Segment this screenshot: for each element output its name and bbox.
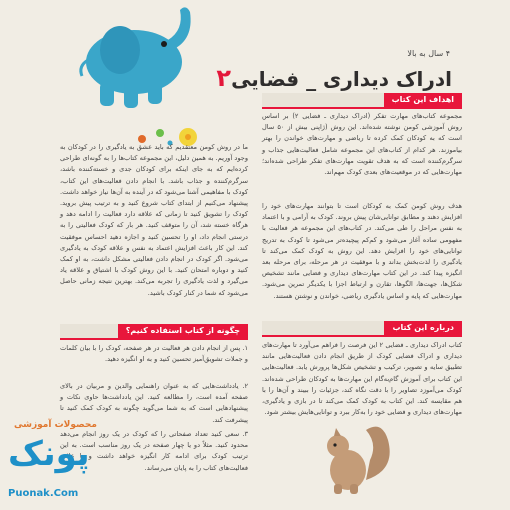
howto-section-header: [60, 324, 248, 340]
howto-section-title: چگونه از کتاب استفاده کنیم؟: [118, 324, 248, 338]
watermark-brand: پونک: [8, 434, 90, 474]
goals-section-header: [262, 93, 462, 109]
about-paragraph: کتاب ادراک دیداری ـ فضایی ۲ این فرصت را فراهم می‌آورد تا مهارت‌های دیداری و ادراک فضایی کودک از طریق انجام دادن فعالیت‌هایی مانند تطبیق سایه و تصویر، ترکیب و تشخیص شکل‌ها پرورش یابد. فعالیت‌هایی این کتاب برای آموزش گام‌به‌گام این مهارت‌ها به کودکان طراحی شده‌اند. کودک می‌آموزد تصاویر را با دقت نگاه کند، جزئیات را ببیند و آن‌ها را با هم مقایسه کند. این کتاب به کودک کمک می‌کند تا در بازی و یادگیری، مهارت‌های دیداری و فضایی خود را به‌کار ببرد و توانایی‌هایش بیشتر شود.: [262, 341, 462, 417]
title-text: ادراک دیداری _ فضایی: [231, 67, 452, 91]
squirrel-illustration: [308, 410, 398, 500]
page-title: [216, 64, 452, 92]
title-number: ۲: [216, 64, 232, 92]
about-section-header: [262, 321, 462, 337]
howto-step-1: ۱. پس از انجام دادن هر فعالیت در هر صفحه، کودک را با بیان کلمات و جملات تشویق‌آمیز تحسین کنید و به او انگیزه دهید.: [60, 344, 248, 364]
howto-step-3: ۳. سعی کنید تعداد صفحاتی را که کودک در یک روز انجام می‌دهد محدود کنید. مثلاً دو یا چهار صفحه در یک روز مناسب است. به این ترتیب کودک برای ادامه کار انگیزه خواهد داشت و با علاقه فعالیت‌های کتاب را به پایان می‌رساند.: [60, 430, 248, 472]
goals-section-title: اهداف این کتاب: [384, 93, 462, 107]
parents-paragraph: ما در روش کومن معتقدیم که باید عشق به یادگیری را در کودکان به وجود آوریم. به همین دلیل، این مجموعه کتاب‌ها را به گونه‌ای طراحی کرده‌ایم که به جای اینکه برای کودکان جدی و خسته‌کننده باشد، سرگرم‌کننده و جذاب باشد. با انجام دادن فعالیت‌های این کتاب، کودک با مفاهیمی آشنا می‌شود که در آینده به آن‌ها نیاز خواهد داشت. پیشنهاد می‌کنیم از ابتدای کتاب شروع کنید و به ترتیب پیش بروید. کودک را تشویق کنید تا زمانی که علاقه دارد فعالیت را ادامه دهد و هرگاه خسته شد، آن را متوقف کنید. هر بار که کودک فعالیتی را به درستی انجام داد، او را تحسین کنید و اجازه دهید احساس موفقیت کند. این کار باعث افزایش اعتماد به نفس و علاقه کودک به یادگیری می‌شود. اگر کودک در انجام دادن فعالیتی مشکل داشت، به او کمک کنید و دوباره امتحان کنید. با این روش کودک با اشتیاق و علاقه یاد می‌گیرد و لذت یادگیری را تجربه می‌کند. بهترین نتیجه زمانی حاصل می‌شود که شما در کنار کودک باشید.: [60, 143, 248, 297]
age-label: ۴ سال به بالا: [407, 49, 450, 58]
elephant-illustration: [72, 0, 202, 115]
watermark-top-text: محصولات آموزشی: [14, 420, 97, 430]
about-section-title: درباره این کتاب: [384, 321, 462, 335]
watermark-logo: [4, 420, 97, 505]
goals-paragraph-1: مجموعه کتاب‌های مهارت تفکر (ادراک دیداری ـ فضایی ۲) بر اساس روش آموزشی کومن نوشته شده‌اند. این روش (ژاپنی بیش از ۵۰ سال است که به کودکان کمک کرده تا ریاضی و مهارت‌های خواندن را بهتر بیاموزند. هر کدام از کتاب‌های این مجموعه شامل فعالیت‌هایی جذاب و سرگرم‌کننده است که به هدف تقویت مهارت‌های تفکر طراحی شده‌اند؛ مهارت‌هایی که در موقعیت‌های بعدی کودک مهم‌اند.: [262, 112, 463, 177]
goals-paragraph-2: هدف روش کومن کمک به کودکان است تا بتوانند مهارت‌های خود را افزایش دهند و مطابق توانایی‌شان پیش بروند. کودک به آرامی و با اعتماد به نفس مراحل را طی می‌کند. در کتاب‌های این مجموعه هر فعالیت با مفهومی ساده آغاز می‌شود و کم‌کم پیچیده‌تر می‌شود تا کودک به تدریج توانایی‌های خود را افزایش دهد. این روش به کودک کمک می‌کند تا یادگیری را لذت‌بخش بداند و با موفقیت در هر مرحله، برای مرحله بعد انگیزه پیدا کند. در این کتاب مهارت‌های دیداری و فضایی مانند تشخیص شکل‌ها، جهت‌ها، الگوها، تقارن و ارتباط اجزا با یکدیگر تمرین می‌شود. مهارت‌هایی که پایه و اساس یادگیری ریاضی، خواندن و نوشتن هستند.: [262, 202, 462, 300]
watermark-url: Puonak.Com: [8, 488, 79, 499]
howto-step-2: ۲. یادداشت‌هایی که به عنوان راهنمایی والدین و مربیان در بالای صفحه آمده است، را مطالعه کنید. این یادداشت‌ها حاوی نکات و پیشنهادهایی است که به شما می‌گوید چگونه به کودک کمک کنید تا پیشرفت کند.: [60, 382, 248, 424]
